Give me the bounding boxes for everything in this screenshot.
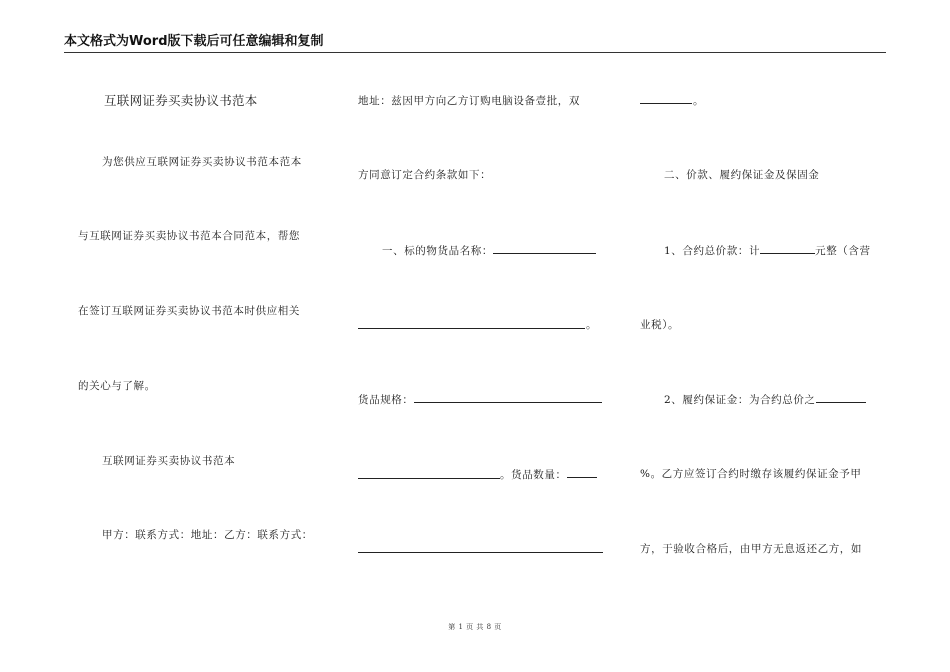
qty-label: 。货品数量： (500, 469, 567, 481)
blank-field (816, 392, 866, 403)
deposit-line (664, 392, 866, 407)
page-number: 第 1 页 共 8 页 (448, 623, 502, 631)
spec-label: 货品规格： (358, 394, 414, 406)
document-header: 本文格式为Word版下载后可任意编辑和复制 (64, 34, 324, 49)
header-rule (64, 52, 886, 53)
paragraph-line: 方同意订定合约条款如下： (358, 169, 492, 181)
total-price-line (664, 243, 871, 258)
blank-field (493, 243, 596, 254)
blank-field (358, 328, 585, 329)
section-subtitle: 互联网证券买卖协议书范本 (102, 455, 236, 467)
paragraph-line: %。乙方应签订合约时缴存该履约保证金予甲 (640, 468, 862, 480)
blank-field (414, 392, 602, 403)
blank-field (567, 467, 597, 478)
paragraph-line: 地址：兹因甲方向乙方订购电脑设备壹批，双 (358, 95, 580, 107)
item-1-label: 一、标的物货品名称： (382, 245, 493, 257)
paragraph-line: 在签订互联网证券买卖协议书范本时供应相关 (78, 305, 300, 317)
blank-field (640, 103, 692, 104)
paragraph-line: 业税）。 (640, 319, 680, 331)
spec-line (358, 392, 602, 407)
paragraph-line: 方，于验收合格后，由甲方无息返还乙方，如 (640, 543, 862, 555)
blank-field (358, 478, 500, 479)
deposit-prefix: 2、履约保证金：为合约总价之 (664, 394, 816, 406)
item-1-end: 。 (586, 319, 598, 331)
blank-field (760, 243, 815, 254)
parties-line: 甲方：联系方式：地址：乙方：联系方式： (102, 529, 313, 541)
total-suffix: 元整（含营 (815, 245, 871, 257)
qty-line (500, 467, 597, 482)
line-end: 。 (693, 95, 705, 107)
paragraph-line: 的关心与了解。 (78, 380, 156, 392)
document-title: 互联网证券买卖协议书范本 (104, 93, 258, 108)
paragraph-line: 与互联网证券买卖协议书范本合同范本，帮您 (78, 230, 300, 242)
total-prefix: 1、合约总价款：计 (664, 245, 761, 257)
blank-field (358, 552, 603, 553)
item-1-line (382, 243, 596, 258)
paragraph-line: 为您供应互联网证券买卖协议书范本范本 (102, 156, 302, 168)
section-heading: 二、价款、履约保证金及保固金 (664, 169, 820, 181)
